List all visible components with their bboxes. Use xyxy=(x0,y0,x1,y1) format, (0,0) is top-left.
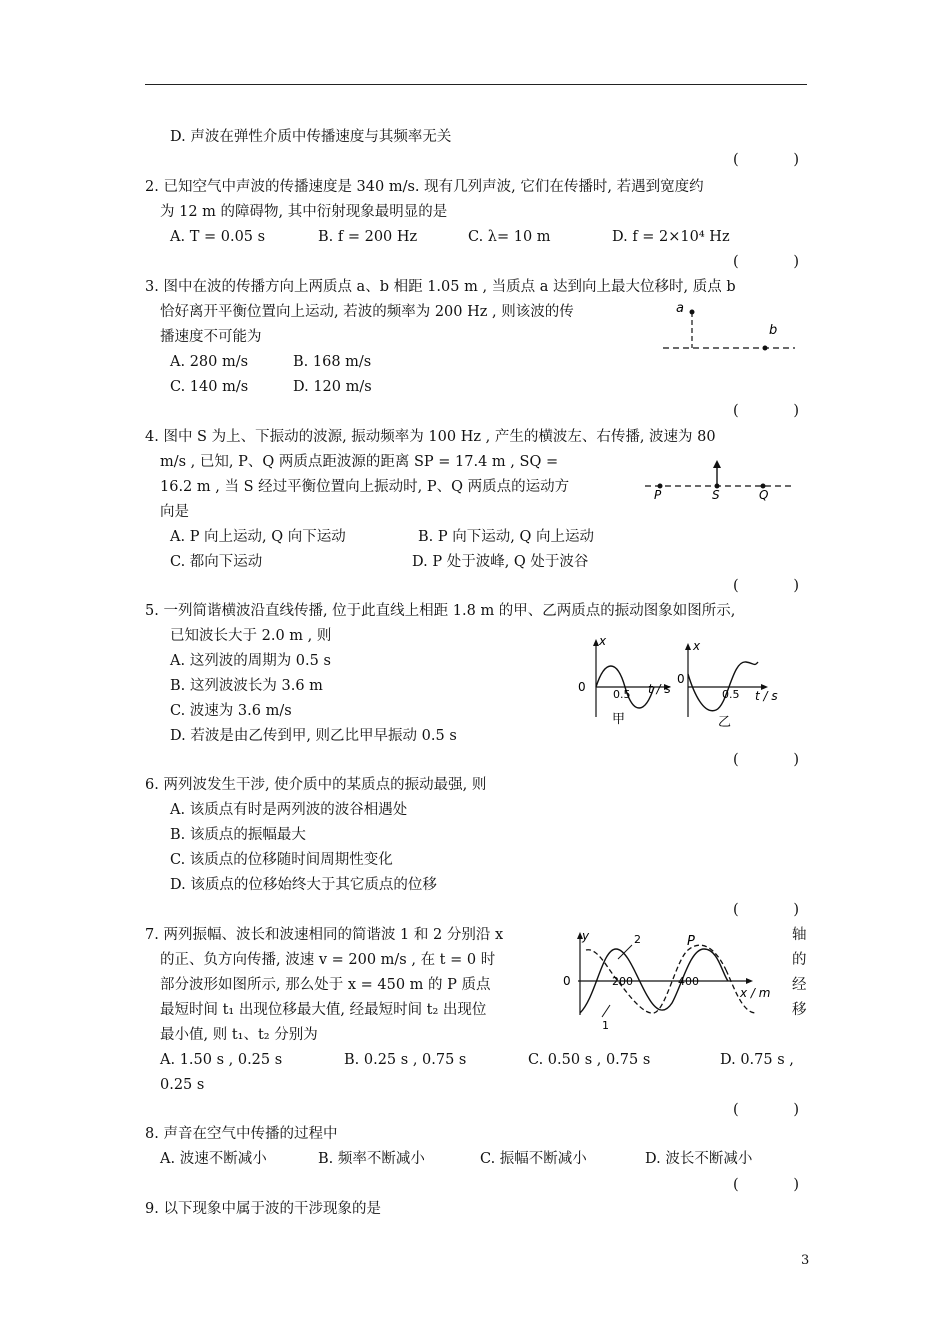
q8-option-d: D. 波长不断减小 xyxy=(645,1151,753,1167)
answer-bracket: ( ) xyxy=(733,152,799,168)
q3-stem-line3: 播速度不可能为 xyxy=(160,329,262,345)
q3-option-a: A. 280 m/s xyxy=(170,354,249,370)
q7-wave-figure xyxy=(558,925,783,1037)
origin-label: 0 xyxy=(677,672,685,686)
q2-option-c: C. λ= 10 m xyxy=(468,229,551,245)
q5-option-d: D. 若波是由乙传到甲, 则乙比甲早振动 0.5 s xyxy=(170,728,457,744)
q4-option-c: C. 都向下运动 xyxy=(170,554,263,570)
q5-option-b: B. 这列波波长为 3.6 m xyxy=(170,678,323,694)
tick-400: 400 xyxy=(678,975,699,988)
q7-right-char-3: 经 xyxy=(792,977,807,993)
q3-stem-line1: 3. 图中在波的传播方向上两质点 a、b 相距 1.05 m , 当质点 a 达到向上最大位移时, 质点 b xyxy=(145,279,736,295)
q9-stem: 9. 以下现象中属于波的干涉现象的是 xyxy=(145,1201,381,1217)
q2-option-b: B. f = 200 Hz xyxy=(318,229,418,245)
q6-option-a: A. 该质点有时是两列波的波谷相遇处 xyxy=(170,802,408,818)
answer-bracket: ( ) xyxy=(733,254,799,270)
answer-bracket: ( ) xyxy=(733,403,799,419)
q7-right-char-4: 移 xyxy=(792,1002,807,1018)
q7-option-c: C. 0.50 s , 0.75 s xyxy=(528,1052,651,1068)
q5-option-c: C. 波速为 3.6 m/s xyxy=(170,703,292,719)
point-p-label: P xyxy=(687,934,695,949)
q6-stem: 6. 两列波发生干涉, 使介质中的某质点的振动最强, 则 xyxy=(145,777,487,793)
q6-option-b: B. 该质点的振幅最大 xyxy=(170,827,306,843)
wave-2-label: 2 xyxy=(634,933,641,946)
q3-wave-figure xyxy=(655,298,805,358)
wave-1-label: 1 xyxy=(602,1019,609,1032)
q8-stem: 8. 声音在空气中传播的过程中 xyxy=(145,1126,338,1142)
q7-option-a: A. 1.50 s , 0.25 s xyxy=(160,1052,283,1068)
axis-xm-label: x / m xyxy=(740,986,771,1000)
q4-option-a: A. P 向上运动, Q 向下运动 xyxy=(170,529,346,545)
q5-graph-yi xyxy=(672,632,792,732)
q4-option-b: B. P 向下运动, Q 向上运动 xyxy=(418,529,594,545)
q3-option-b: B. 168 m/s xyxy=(293,354,372,370)
q1-option-d: D. 声波在弹性介质中传播速度与其频率无关 xyxy=(170,129,452,145)
q4-stem-line1: 4. 图中 S 为上、下振动的波源, 振动频率为 100 Hz , 产生的横波左、右传播, 波速为 80 xyxy=(145,429,716,445)
q6-option-d: D. 该质点的位移始终大于其它质点的位移 xyxy=(170,877,437,893)
q5-option-a: A. 这列波的周期为 0.5 s xyxy=(170,653,331,669)
answer-bracket: ( ) xyxy=(733,902,799,918)
label-b: b xyxy=(769,323,778,338)
q7-stem-line3: 部分波形如图所示, 那么处于 x = 450 m 的 P 质点 xyxy=(160,977,491,993)
q3-option-d: D. 120 m/s xyxy=(293,379,372,395)
q8-option-c: C. 振幅不断减小 xyxy=(480,1151,587,1167)
q4-stem-line2: m/s , 已知, P、Q 两质点距波源的距离 SP = 17.4 m , SQ = xyxy=(160,454,559,470)
q7-right-char-1: 轴 xyxy=(792,927,807,943)
q5-stem-line1: 5. 一列简谐横波沿直线传播, 位于此直线上相距 1.8 m 的甲、乙两质点的振动图象如图所示, xyxy=(145,603,736,619)
yi-waveform xyxy=(688,662,758,711)
q6-option-c: C. 该质点的位移随时间周期性变化 xyxy=(170,852,393,868)
q2-option-a: A. T = 0.05 s xyxy=(170,229,266,245)
point-a-dot xyxy=(690,310,695,315)
q7-option-d-cont: 0.25 s xyxy=(160,1077,205,1093)
q7-stem-line5: 最小值, 则 t₁、t₂ 分别为 xyxy=(160,1027,318,1043)
label-p: P xyxy=(654,488,662,502)
axis-x-label: x xyxy=(599,634,607,648)
q7-right-char-2: 的 xyxy=(792,952,807,968)
label-q: Q xyxy=(759,488,769,502)
answer-bracket: ( ) xyxy=(733,752,799,768)
q4-option-d: D. P 处于波峰, Q 处于波谷 xyxy=(412,554,589,570)
header-rule xyxy=(145,84,807,85)
answer-bracket: ( ) xyxy=(733,1177,799,1193)
axis-t-label: t / s xyxy=(648,682,671,696)
q3-stem-line2: 恰好离开平衡位置向上运动, 若波的频率为 200 Hz , 则该波的传 xyxy=(160,304,574,320)
graph-caption-jia: 甲 xyxy=(612,712,626,727)
q7-stem-line1: 7. 两列振幅、波长和波速相同的简谐波 1 和 2 分别沿 x xyxy=(145,927,504,943)
q8-option-a: A. 波速不断减小 xyxy=(160,1151,267,1167)
q2-stem-line2: 为 12 m 的障碍物, 其中衍射现象最明显的是 xyxy=(160,204,448,220)
origin-label: 0 xyxy=(578,680,586,694)
tick-200: 200 xyxy=(612,975,633,988)
tick-label: 0.5 xyxy=(613,688,631,701)
q4-source-figure xyxy=(640,458,800,502)
q4-stem-line4: 向是 xyxy=(160,504,189,520)
q5-stem-line2: 已知波长大于 2.0 m , 则 xyxy=(170,628,332,644)
q4-stem-line3: 16.2 m , 当 S 经过平衡位置向上振动时, P、Q 两质点的运动方 xyxy=(160,479,570,495)
answer-bracket: ( ) xyxy=(733,578,799,594)
answer-bracket: ( ) xyxy=(733,1102,799,1118)
q3-option-c: C. 140 m/s xyxy=(170,379,249,395)
q7-option-d: D. 0.75 s , xyxy=(720,1052,794,1068)
q7-stem-line2: 的正、负方向传播, 波速 v = 200 m/s , 在 t = 0 时 xyxy=(160,952,496,968)
point-b-dot xyxy=(763,346,768,351)
axis-t-label: t / s xyxy=(755,689,778,703)
tick-label: 0.5 xyxy=(722,688,740,701)
arrow-up-icon xyxy=(713,460,721,468)
graph-caption-yi: 乙 xyxy=(718,715,732,730)
axis-y-label: y xyxy=(582,929,590,943)
q7-option-b: B. 0.25 s , 0.75 s xyxy=(344,1052,467,1068)
label-s: S xyxy=(712,488,720,502)
q7-stem-line4: 最短时间 t₁ 出现位移最大值, 经最短时间 t₂ 出现位 xyxy=(160,1002,487,1018)
q8-option-b: B. 频率不断减小 xyxy=(318,1151,425,1167)
axis-x-label: x xyxy=(693,639,701,653)
q2-option-d: D. f = 2×10⁴ Hz xyxy=(612,229,730,245)
label-a: a xyxy=(676,301,684,316)
origin-label: 0 xyxy=(563,974,571,988)
q2-stem-line1: 2. 已知空气中声波的传播速度是 340 m/s. 现有几列声波, 它们在传播时, 若遇到宽度约 xyxy=(145,179,704,195)
page-number: 3 xyxy=(801,1253,810,1268)
